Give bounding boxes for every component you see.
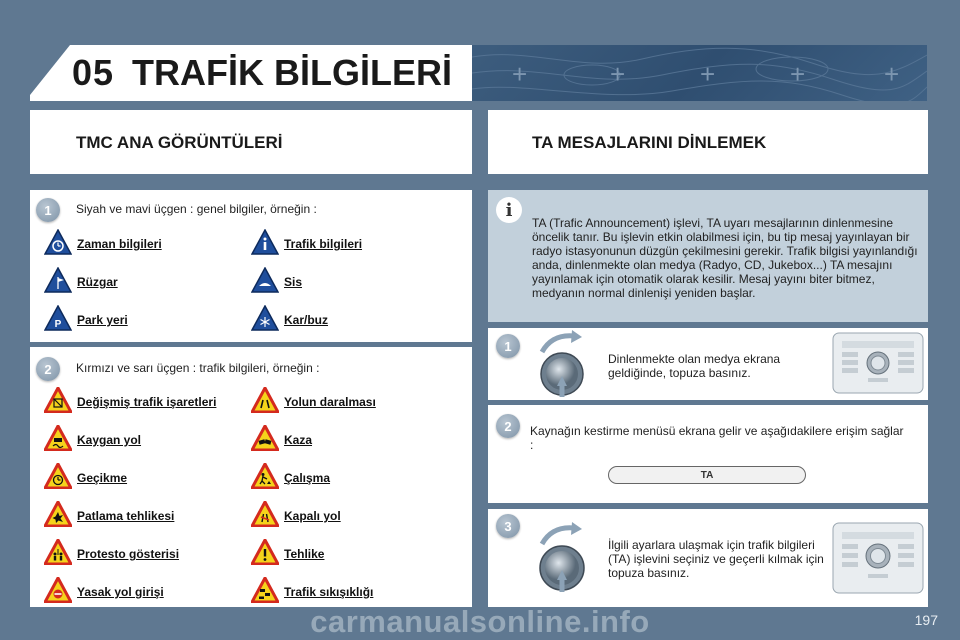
traffic-jam-icon [251,577,279,603]
radio-panel-icon [832,332,924,399]
radio-panel-icon [832,522,924,599]
page-number: 197 [914,612,938,628]
chapter-number: 05 [72,52,115,93]
step-badge: 2 [36,357,60,381]
item-label: Park yeri [77,313,128,327]
parking-sign-icon [44,305,72,331]
press-knob-icon [534,522,592,603]
snowflake-sign-icon [251,305,279,331]
changed-signs-icon [44,387,72,413]
item-label: Kapalı yol [284,509,341,523]
item-label: Tehlike [284,547,325,561]
info-icon: i [496,197,522,223]
protest-icon [44,539,72,565]
road-narrows-icon [251,387,279,413]
no-entry-icon [44,577,72,603]
right-section-title: TA MESAJLARINI DİNLEMEK [532,133,767,152]
step-3-text: İlgili ayarlara ulaşmak için trafik bilgileri (TA) işlevini seçiniz ve geçerli kılmak için topuza basınız. [608,538,824,580]
svg-text:P: P [54,319,62,330]
item-label: Yolun daralması [284,395,376,409]
slippery-road-icon [44,425,72,451]
plus-mark-icon: + [790,59,806,89]
clock-sign-icon [44,229,72,255]
watermark: carmanualsonline.info [310,604,650,639]
plus-mark-icon: + [610,59,626,89]
plus-mark-icon: + [512,59,528,89]
header-corner-notch [30,45,70,95]
left-section-title-box [30,110,472,174]
left-section-title: TMC ANA GÖRÜNTÜLERİ [76,133,283,152]
wind-sign-icon [44,267,72,293]
danger-icon [251,539,279,565]
chapter-title: TRAFİK BİLGİLERİ [132,52,452,93]
delay-icon [44,463,72,489]
item-label: Yasak yol girişi [77,585,164,599]
plus-mark-icon: + [884,59,900,89]
step-badge: 3 [496,514,520,538]
item-label: Rüzgar [77,275,118,289]
fog-sign-icon [251,267,279,293]
item-label: Protesto gösterisi [77,547,180,561]
closed-road-icon [251,501,279,527]
item-label: Sis [284,275,303,289]
group2-description: Kırmızı ve sarı üçgen : trafik bilgileri, örneğin : [76,361,320,375]
item-label: Geçikme [77,471,128,485]
ta-info-text: TA (Trafic Announcement) işlevi, TA uyarı mesajlarının dinlenmesine öncelik tanır. Bu işlevin etkin olabilmesi için, bu tip mesaj yayınlayan bir radyo istasyonunun düzgün çekilmesini gerekir. Trafik bilgisi yayınlandığı anda, dinlenmekte olan medya (Radyo, CD, Jukebox...) TA mesajını yayınlamak için otomatik olarak kesilir. Mesaj yayını biter bitmez, medyanın normal dinlenişi yeniden başlar. [532,216,918,300]
item-label: Çalışma [284,471,331,485]
accident-icon [251,425,279,451]
item-label: Değişmiş trafik işaretleri [77,395,217,409]
step-2-panel [488,405,928,503]
item-label: Kaza [284,433,313,447]
right-section-title-box [488,110,928,174]
step-1-text: Dinlenmekte olan medya ekrana geldiğinde, topuza basınız. [608,352,781,380]
press-knob-icon [534,330,592,405]
roadworks-icon [251,463,279,489]
ta-menu-option[interactable]: TA [608,466,806,484]
group1-description: Siyah ve mavi üçgen : genel bilgiler, örneğin : [76,202,317,216]
item-label: Patlama tehlikesi [77,509,175,523]
item-label: Trafik bilgileri [284,237,363,251]
step-badge: 1 [496,334,520,358]
item-label: Zaman bilgileri [77,237,162,251]
step-badge: 1 [36,198,60,222]
item-label: Kar/buz [284,313,329,327]
step-badge: 2 [496,414,520,438]
info-sign-icon [251,229,279,255]
explosion-icon [44,501,72,527]
item-label: Kaygan yol [77,433,142,447]
header-map-banner [472,45,927,101]
plus-mark-icon: + [700,59,716,89]
step-2-text: Kaynağın kestirme menüsü ekrana gelir ve aşağıdakilere erişim sağlar : [530,424,904,452]
item-label: Trafik sıkışıklığı [284,585,374,599]
